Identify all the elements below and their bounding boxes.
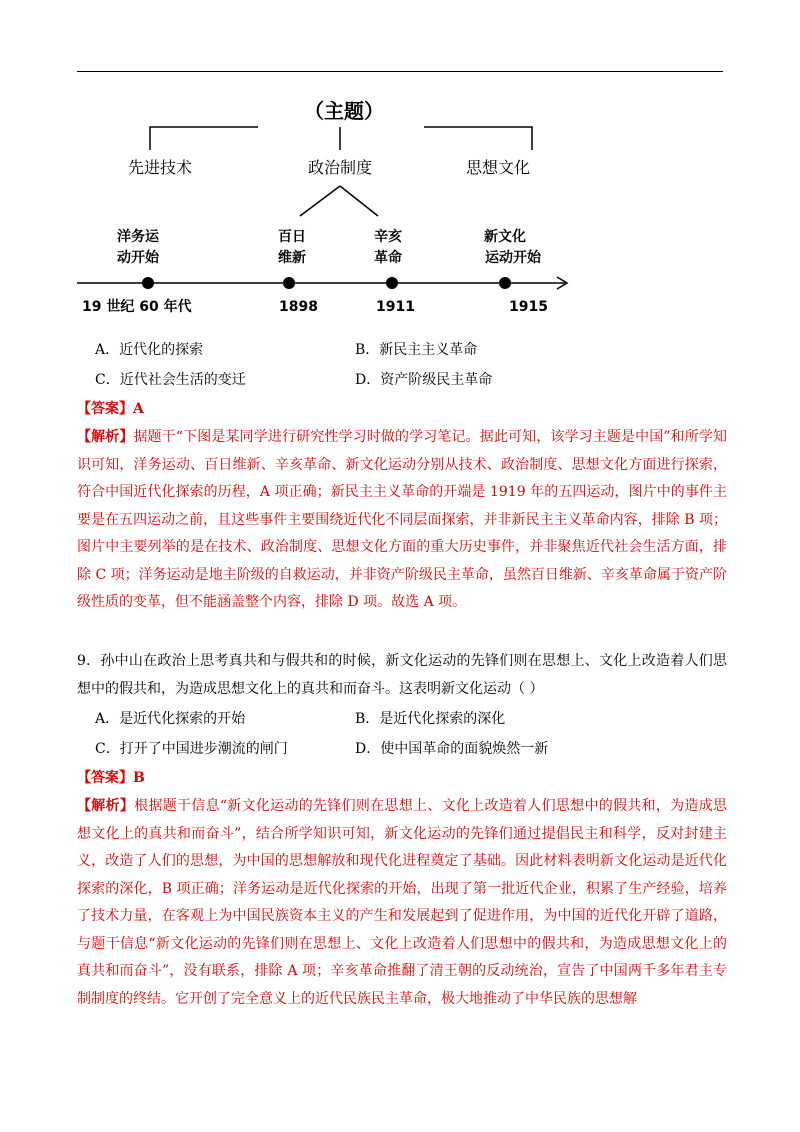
q8-option-c: C．近代社会生活的变迁 [95, 372, 246, 388]
category-culture: 思想文化 [465, 158, 531, 177]
event-1-label-line2: 动开始 [117, 250, 159, 266]
event-2-date: 1898 [279, 299, 318, 315]
q9-option-b: B．是近代化探索的深化 [355, 711, 506, 727]
event-2-label-line1: 百日 [278, 229, 306, 245]
event-1-dot [142, 277, 154, 289]
q9-answer-value: B [133, 770, 145, 786]
q8-answer [77, 398, 144, 418]
q9-option-a: A．是近代化探索的开始 [95, 711, 246, 727]
header-rule [77, 71, 723, 72]
event-4-label-line1: 新文化 [484, 229, 526, 245]
q8-option-a: A．近代化的探索 [95, 342, 204, 358]
q8-option-b: B．新民主主义革命 [355, 342, 478, 358]
q9-stem: 9．孙中山在政治上思考真共和与假共和的时候，新文化运动的先锋们则在思想上、文化上改造着人们思想中的假共和，为造成思想文化上的真共和而奋斗。这表明新文化运动（ ） [77, 653, 727, 697]
event-3-label-line1: 辛亥 [374, 229, 402, 245]
event-2-label-line2: 维新 [278, 250, 306, 266]
event-3-date: 1911 [376, 299, 415, 315]
category-technology: 先进技术 [127, 158, 193, 177]
event-4-label-line2: 运动开始 [485, 250, 541, 266]
q8-analysis-text: 据题干“下图是某同学进行研究性学习时做的学习笔记。据此可知，该学习主题是中国”和所学知识可知，洋务运动、百日维新、辛亥革命、新文化运动分别从技术、政治制度、思想文化方面进行探索，符合中国近代化探索的历程，A 项正确；新民主主义革命的开端是 1919 年的五四运动，图片中的事件主要是在五四运动之前，且这些事件主要围绕近代化不同层面探索，并非新民主主义革命内容，排除 B 项；图片中主要列举的是在技术、政治制度、思想文化方面的重大历史事件，并非聚焦近代社会生活方面，排除 C 项；洋务运动是地主阶级的自救运动，并非资产阶级民主革命，虽然百日维新、辛亥革命属于资产阶级性质的变革，但不能涵盖整个内容，排除 D 项。故选 A 项。 [77, 429, 728, 610]
q9-answer-tag: 【答案】 [77, 770, 133, 786]
q9-option-d: D．使中国革命的面貌焕然一新 [355, 741, 549, 757]
q9-option-c: C．打开了中国进步潮流的闸门 [95, 741, 288, 757]
q8-analysis-tag: 【解析】 [77, 429, 134, 445]
category-politics: 政治制度 [307, 158, 373, 177]
q9-analysis [77, 793, 727, 1013]
event-3-label-line2: 革命 [374, 250, 402, 266]
q9-analysis-text: 根据题干信息“新文化运动的先锋们则在思想上、文化上改造着人们思想中的假共和，为造成思想文化上的真共和而奋斗”，结合所学知识可知，新文化运动的先锋们通过提倡民主和科学，反对封建主义，改造了人们的思想，为中国的思想解放和现代化进程奠定了基础。因此材料表明新文化运动是近代化探索的深化，B 项正确；洋务运动是近代化探索的开始，出现了第一批近代企业，积累了生产经验，培养了技术力量，在客观上为中国民族资本主义的产生和发展起到了促进作用，为中国的近代化开辟了道路，与题干信息“新文化运动的先锋们则在思想上、文化上改造着人们思想中的假共和，为造成思想文化上的真共和而奋斗”，没有联系，排除 A 项；辛亥革命推翻了清王朝的反动统治，宣告了中国两千多年君主专制制度的终结。它开创了完全意义上的近代民族民主革命，极大地推动了中华民族的思想解 [77, 798, 728, 1007]
event-4-dot [499, 277, 511, 289]
event-1-date: 19 世纪 60 年代 [82, 299, 192, 315]
q8-analysis [77, 424, 727, 617]
q8-answer-value: A [133, 401, 144, 417]
q8-answer-tag: 【答案】 [77, 401, 133, 417]
event-1-label-line1: 洋务运 [117, 229, 159, 245]
event-2-dot [283, 277, 295, 289]
q9-analysis-tag: 【解析】 [77, 798, 135, 814]
timeline-diagram [0, 85, 800, 325]
q9-answer [77, 767, 145, 787]
event-3-dot [386, 277, 398, 289]
q8-option-d: D．资产阶级民主革命 [355, 372, 493, 388]
event-4-date: 1915 [509, 299, 548, 315]
diagram-title: （主题） [304, 99, 384, 123]
